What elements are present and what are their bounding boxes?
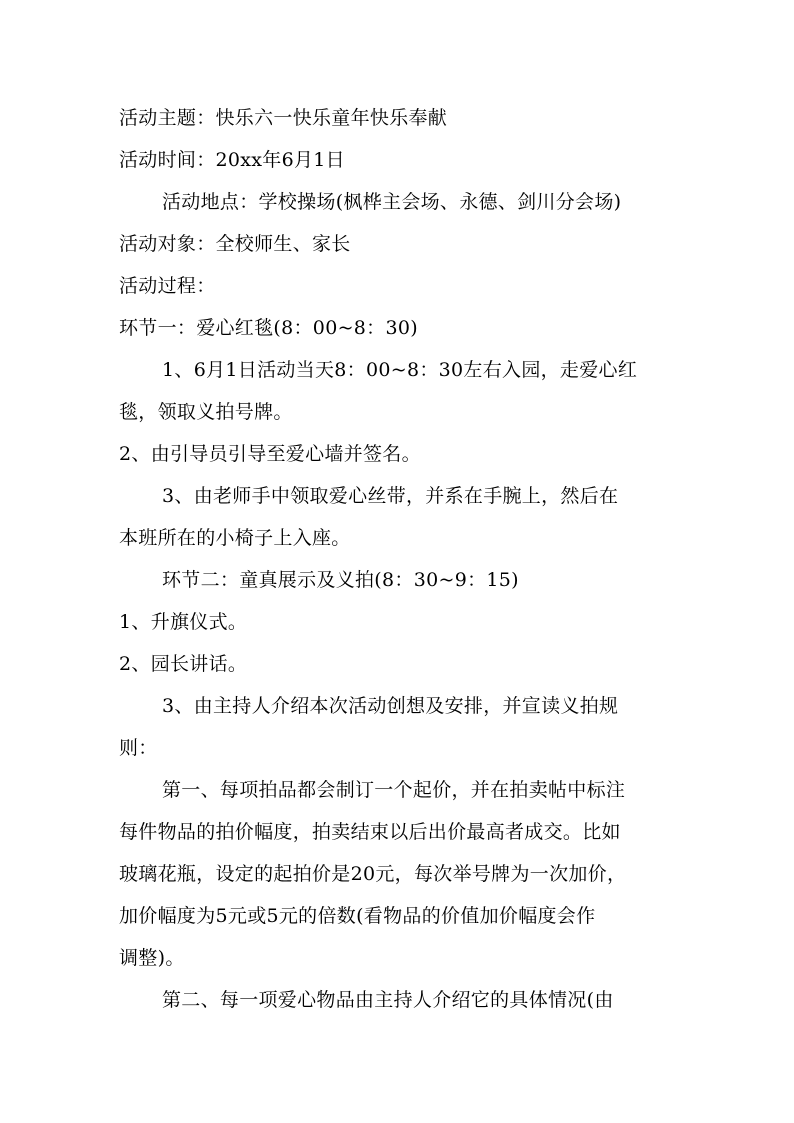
- paragraph-line: 每件物品的拍价幅度，拍卖结束以后出价最高者成交。比如: [119, 821, 621, 843]
- section-heading-step-two: 环节二：童真展示及义拍(8：30~9：15): [162, 569, 519, 591]
- paragraph-line: 第一、每项拍品都会制订一个起价，并在拍卖帖中标注: [162, 779, 626, 801]
- paragraph-line: 3、由主持人介绍本次活动创想及安排，并宣读义拍规: [162, 695, 619, 717]
- text-line-activity-location: 活动地点：学校操场(枫桦主会场、永德、剑川分会场): [162, 191, 622, 213]
- text-line-activity-time: 活动时间：20xx年6月1日: [119, 149, 345, 171]
- paragraph-line: 调整)。: [119, 947, 185, 969]
- paragraph-line: 1、升旗仪式。: [119, 611, 248, 633]
- paragraph-line: 加价幅度为5元或5元的倍数(看物品的价值加价幅度会作: [119, 905, 596, 927]
- paragraph-line: 第二、每一项爱心物品由主持人介绍它的具体情况(由: [162, 989, 614, 1011]
- text-line-activity-target: 活动对象：全校师生、家长: [119, 233, 351, 255]
- paragraph-line: 1、6月1日活动当天8：00~8：30左右入园，走爱心红: [162, 359, 638, 381]
- text-line-activity-theme: 活动主题：快乐六一快乐童年快乐奉献: [119, 107, 448, 129]
- paragraph-line: 2、园长讲话。: [119, 653, 248, 675]
- paragraph-line: 则：: [119, 737, 158, 759]
- text-line-activity-process: 活动过程：: [119, 275, 216, 297]
- section-heading-step-one: 环节一：爱心红毯(8：00~8：30): [119, 317, 418, 339]
- paragraph-line: 2、由引导员引导至爱心墙并签名。: [119, 443, 421, 465]
- paragraph-line: 3、由老师手中领取爱心丝带，并系在手腕上，然后在: [162, 485, 619, 507]
- paragraph-line: 毯，领取义拍号牌。: [119, 401, 293, 423]
- paragraph-line: 本班所在的小椅子上入座。: [119, 527, 351, 549]
- paragraph-line: 玻璃花瓶，设定的起拍价是20元，每次举号牌为一次加价，: [119, 863, 627, 885]
